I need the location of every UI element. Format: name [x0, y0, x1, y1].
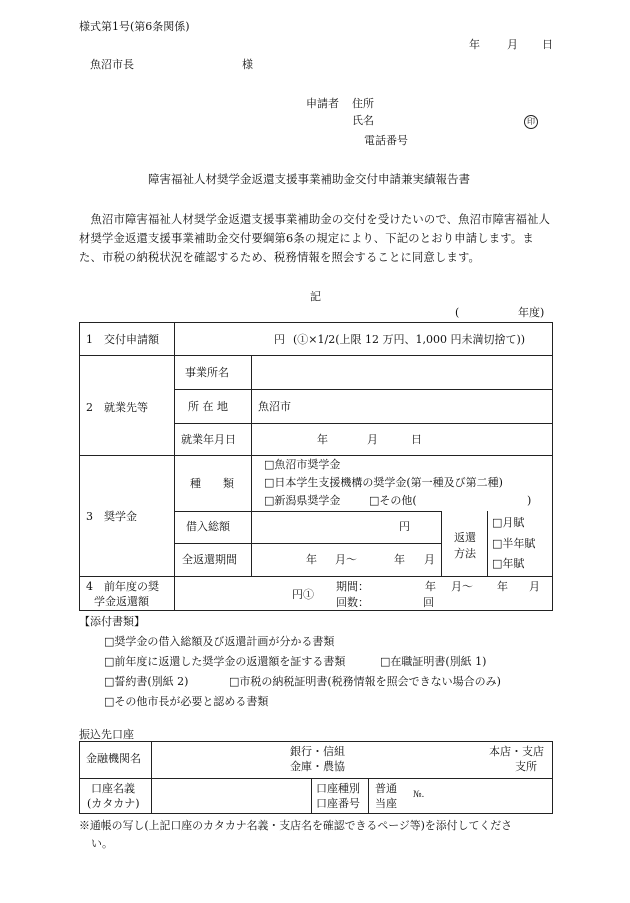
- location-value: 魚沼市: [258, 400, 291, 413]
- account-type-ordinary[interactable]: 普通: [375, 782, 397, 795]
- attachment-item[interactable]: □市税の納税証明書(税務情報を照会できない場合のみ): [229, 675, 501, 688]
- applicant-phone-label: 電話番号: [364, 134, 408, 147]
- applicant-label: 申請者: [306, 97, 339, 110]
- account-type-label: 口座種別: [316, 782, 360, 795]
- employment-day: 日: [411, 433, 422, 446]
- fiscal-year-open: (: [455, 306, 460, 319]
- method-option-semiannual[interactable]: □半年賦: [492, 537, 536, 550]
- bank-types-2: 金庫・農協: [290, 760, 345, 773]
- row1-formula: (①×1/2(上限 12 万円、1,000 円未満切捨て)): [293, 333, 526, 346]
- seal-mark: [524, 114, 538, 129]
- date-day: 日: [542, 38, 553, 51]
- row3-label: 3 奨学金: [86, 510, 137, 523]
- location-label: 所 在 地: [188, 400, 228, 413]
- holder-label-1: 口座名義: [91, 782, 135, 795]
- footnote-line-2: い。: [91, 837, 113, 850]
- office-name-label: 事業所名: [185, 366, 229, 379]
- scholarship-type-label: 種 類: [190, 477, 234, 490]
- row4-count-unit: 回: [423, 596, 434, 609]
- attachment-item[interactable]: □前年度に返還した奨学金の返還額を証する書類: [104, 655, 346, 668]
- row4-year-to: 年: [497, 580, 508, 593]
- row4-count-label: 回数：: [336, 596, 369, 609]
- institution-label: 金融機関名: [86, 752, 141, 765]
- row4-label-line1: 4 前年度の奨: [86, 580, 159, 593]
- addressee: 魚沼市長: [90, 58, 134, 71]
- row4-yen: 円①: [292, 588, 314, 601]
- document-title: 障害福祉人材奨学金返還支援事業補助金交付申請兼実績報告書: [148, 172, 470, 186]
- type-option-other-close: ): [527, 494, 532, 507]
- holder-label-2: (カタカナ): [87, 797, 140, 810]
- row4-label-line2: 学金返還額: [94, 595, 149, 608]
- branch-types-1: 本店・支店: [489, 745, 544, 758]
- type-option-niigata[interactable]: □新潟県奨学金: [264, 494, 341, 507]
- date-year: 年: [469, 38, 480, 51]
- bank-types-1: 銀行・信組: [290, 745, 345, 758]
- employment-month: 月: [367, 433, 378, 446]
- form-number: 様式第1号(第6条関係): [79, 20, 190, 33]
- method-option-monthly[interactable]: □月賦: [492, 516, 525, 529]
- row4-month-from: 月～: [451, 580, 473, 593]
- row4-year-from: 年: [425, 580, 436, 593]
- borrow-total-label: 借入総額: [186, 520, 230, 533]
- applicant-address-label: 住所: [352, 97, 374, 110]
- attachment-item[interactable]: □その他市長が必要と認める書類: [104, 695, 269, 708]
- row4-period-label: 期間：: [336, 580, 369, 593]
- seal-icon: 印: [524, 115, 538, 129]
- period-year-to: 年: [394, 553, 405, 566]
- fiscal-year-label: 年度): [518, 306, 545, 319]
- row1-label: 1 交付申請額: [86, 333, 159, 346]
- account-number-label: 口座番号: [316, 797, 360, 810]
- method-option-annual[interactable]: □年賦: [492, 557, 525, 570]
- attachment-item[interactable]: □誓約書(別紙 2): [104, 675, 189, 688]
- period-month-to: 月: [424, 553, 435, 566]
- attachments-heading: 【添付書類】: [79, 615, 145, 628]
- employment-date-label: 就業年月日: [181, 433, 236, 446]
- row4-month-to: 月: [529, 580, 540, 593]
- attachment-item[interactable]: □奨学金の借入総額及び返還計画が分かる書類: [104, 635, 335, 648]
- type-option-jasso[interactable]: □日本学生支援機構の奨学金(第一種及び第二種): [264, 476, 503, 489]
- applicant-name-label: 氏名: [352, 114, 374, 127]
- footnote-line-1: ※通帳の写し(上記口座のカタカナ名義・支店名を確認できるページ等)を添付してくださ: [79, 819, 513, 832]
- repayment-period-label: 全返還期間: [182, 553, 237, 566]
- body-paragraph: 魚沼市障害福祉人材奨学金返還支援事業補助金の交付を受けたいので、魚沼市障害福祉人材奨学金返還支援事業補助金交付要綱第6条の規定により、下記のとおり申請します。また、市税の納税状況を確認するため、税務情報を照会することに同意します。: [79, 213, 551, 264]
- employment-year: 年: [317, 433, 328, 446]
- repayment-method-label: 返還方法: [454, 531, 476, 560]
- account-type-current[interactable]: 当座: [375, 797, 397, 810]
- branch-types-2: 支所: [515, 760, 537, 773]
- attachment-item[interactable]: □在職証明書(別紙 1): [380, 655, 487, 668]
- ki-mark: 記: [310, 290, 321, 303]
- period-year-from: 年: [306, 553, 317, 566]
- date-month: 月: [507, 38, 518, 51]
- account-number-prefix: №.: [413, 790, 425, 800]
- row1-yen: 円: [274, 333, 285, 346]
- type-option-uonuma[interactable]: □魚沼市奨学金: [264, 458, 341, 471]
- type-option-other[interactable]: □その他(: [369, 494, 417, 507]
- borrow-total-yen: 円: [399, 520, 410, 533]
- row2-label: 2 就業先等: [86, 401, 148, 414]
- addressee-honorific: 様: [242, 58, 253, 71]
- bank-heading: 振込先口座: [79, 728, 134, 741]
- period-month-from: 月～: [335, 553, 357, 566]
